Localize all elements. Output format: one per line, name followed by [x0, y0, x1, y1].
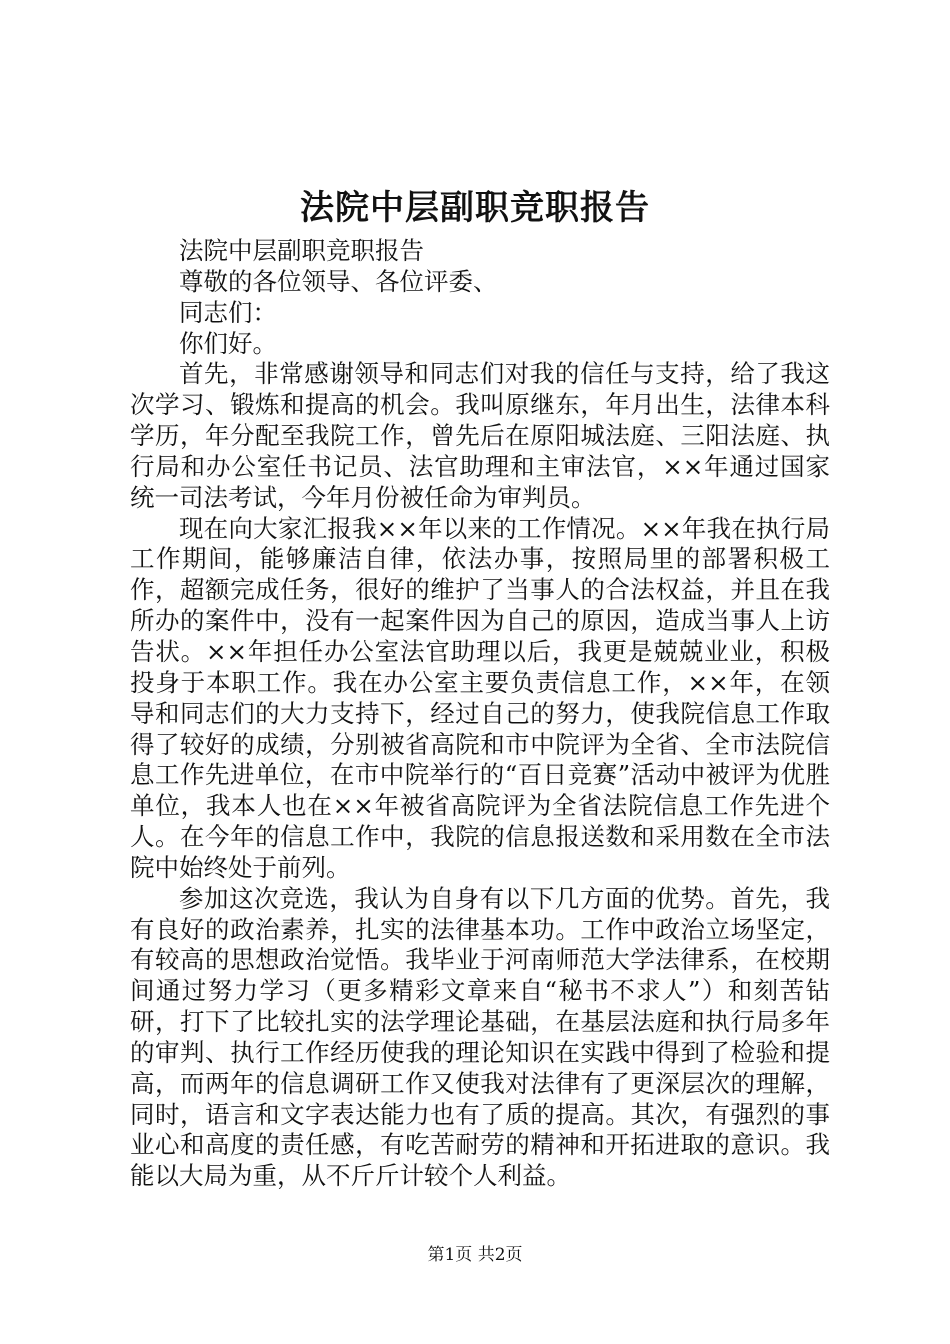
paragraph-strengths: 参加这次竞选，我认为自身有以下几方面的优势。首先，我有良好的政治素养，扎实的法律基本功。工作中政治立场坚定，有较高的思想政治觉悟。我毕业于河南师范大学法律系，在校期间通过努力学习（更多精彩文章来自“秘书不求人”）和刻苦钻研，打下了比较扎实的法学理论基础，在基层法庭和执行局多年的审判、执行工作经历使我的理论知识在实践中得到了检验和提高，而两年的信息调研工作又使我对法律有了更深层次的理解，同时，语言和文字表达能力也有了质的提高。其次，有强烈的事业心和高度的责任感，有吃苦耐劳的精神和开拓进取的意识。我能以大局为重，从不斤斤计较个人利益。: [130, 883, 830, 1191]
paragraph-salutation-cont: 同志们：: [179, 297, 277, 327]
document-body: [130, 236, 830, 1192]
paragraph-intro: 首先，非常感谢领导和同志们对我的信任与支持，给了我这次学习、锻炼和提高的机会。我叫原继东，年月出生，法律本科学历，年分配至我院工作，曾先后在原阳城法庭、三阳法庭、执行局和办公室任书记员、法官助理和主审法官，××年通过国家统一司法考试，今年月份被任命为审判员。: [130, 359, 830, 512]
document-title: 法院中层副职竞职报告: [300, 188, 650, 228]
paragraph-greeting: 你们好。: [179, 328, 277, 358]
paragraph-work-report: 现在向大家汇报我××年以来的工作情况。××年我在执行局工作期间，能够廉洁自律，依法办事，按照局里的部署积极工作，超额完成任务，很好的维护了当事人的合法权益，并且在我所办的案件中，没有一起案件因为自己的原因，造成当事人上访告状。××年担任办公室法官助理以后，我更是兢兢业业，积极投身于本职工作。我在办公室主要负责信息工作，××年，在领导和同志们的大力支持下，经过自己的努力，使我院信息工作取得了较好的成绩，分别被省高院和市中院评为全省、全市法院信息工作先进单位，在市中院举行的“百日竞赛”活动中被评为优胜单位，我本人也在××年被省高院评为全省法院信息工作先进个人。在今年的信息工作中，我院的信息报送数和采用数在全市法院中始终处于前列。: [130, 513, 830, 882]
paragraph-heading: 法院中层副职竞职报告: [179, 236, 424, 265]
paragraph-salutation: 尊敬的各位领导、各位评委、: [179, 266, 498, 296]
page-number-footer: 第1页 共2页: [427, 1245, 523, 1265]
